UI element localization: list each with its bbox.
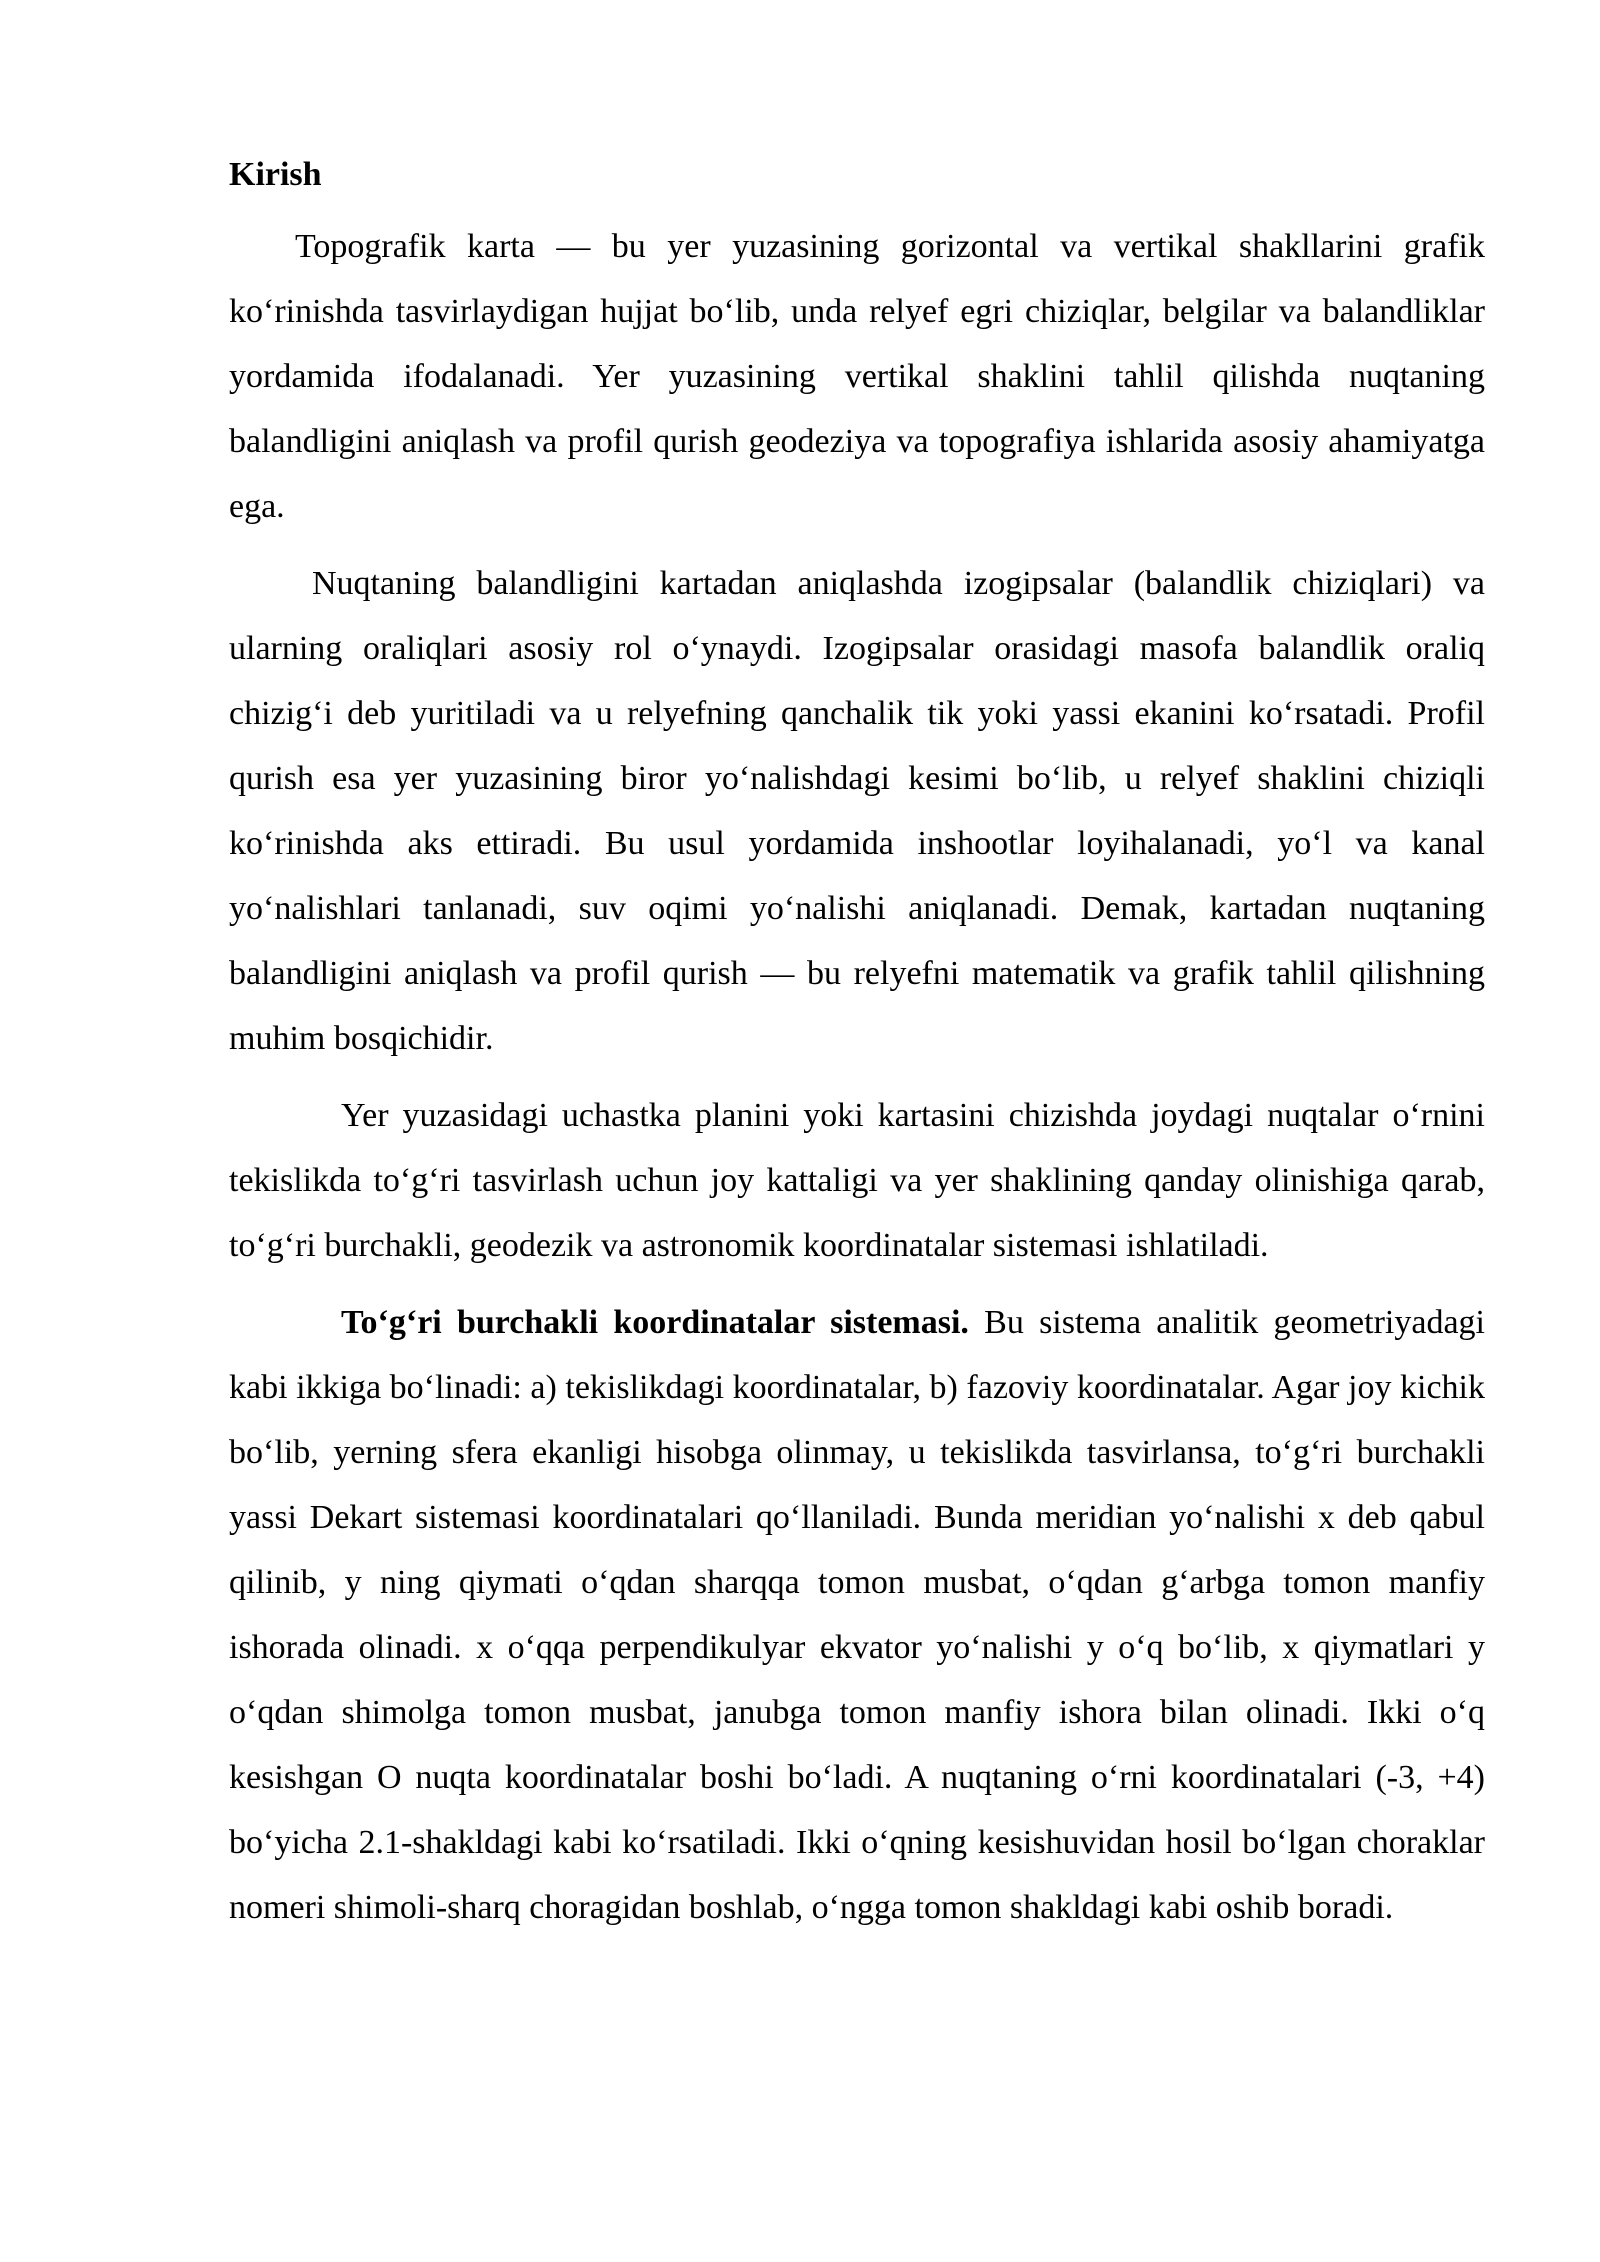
- document-page: [229, 148, 1485, 1940]
- paragraph-topographic-map: Topografik karta — bu yer yuzasining gorizontal va vertikal shakllarini grafik ko‘rinishda tasvirlaydigan hujjat bo‘lib, unda relyef egri chiziqlar, belgilar va balandliklar yordamida ifodalanadi. Yer yuzasining vertikal shaklini tahlil qilishda nuqtaning balandligini aniqlash va profil qurish geodeziya va topografiya ishlarida asosiy ahamiyatga ega.: [229, 228, 1485, 525]
- section-heading: Kirish: [229, 156, 322, 193]
- paragraph-rectangular-coordinates-text: Bu sistema analitik geometriyadagi kabi ikkiga bo‘linadi: a) tekislikdagi koordinatalar, b) fazoviy koordinatalar. Agar joy kichik bo‘lib, yerning sfera ekanligi hisobga olinmay, u tekislikda tasvirlansa, to‘g‘ri burchakli yassi Dekart sistemasi koordinatalari qo‘llaniladi. Bunda meridian yo‘nalishi x deb qabul qilinib, y ning qiymati o‘qdan sharqqa tomon musbat, o‘qdan g‘arbga tomon manfiy ishorada olinadi. x o‘qqa perpendikulyar ekvator yo‘nalishi y o‘q bo‘lib, x qiymatlari y o‘qdan shimolga tomon musbat, janubga tomon manfiy ishora bilan olinadi. Ikki o‘q kesishgan O nuqta koordinatalar boshi bo‘ladi. A nuqtaning o‘rni koordinatalari (-3, +4) bo‘yicha 2.1-shakldagi kabi ko‘rsatiladi. Ikki o‘qning kesishuvidan hosil bo‘lgan choraklar nomeri shimoli-sharq choragidan boshlab, o‘ngga tomon shakldagi kabi oshib boradi.: [229, 1304, 1485, 1926]
- paragraph-rectangular-coordinates: [229, 1290, 1485, 1940]
- paragraph-coordinate-systems: Yer yuzasidagi uchastka planini yoki kartasini chizishda joydagi nuqtalar o‘rnini tekislikda to‘g‘ri tasvirlash uchun joy kattaligi va yer shaklining qanday olinishiga qarab, to‘g‘ri burchakli, geodezik va astronomik koordinatalar sistemasi ishlatiladi.: [229, 1097, 1485, 1264]
- term-rectangular-coordinates: To‘g‘ri burchakli koordinatalar sistemasi.: [341, 1304, 969, 1341]
- paragraph-isohypses: Nuqtaning balandligini kartadan aniqlashda izogipsalar (balandlik chiziqlari) va ularning oraliqlari asosiy rol o‘ynaydi. Izogipsalar orasidagi masofa balandlik oraliq chizig‘i deb yuritiladi va u relyefning qanchalik tik yoki yassi ekanini ko‘rsatadi. Profil qurish esa yer yuzasining biror yo‘nalishdagi kesimi bo‘lib, u relyef shaklini chiziqli ko‘rinishda aks ettiradi. Bu usul yordamida inshootlar loyihalanadi, yo‘l va kanal yo‘nalishlari tanlanadi, suv oqimi yo‘nalishi aniqlanadi. Demak, kartadan nuqtaning balandligini aniqlash va profil qurish — bu relyefni matematik va grafik tahlil qilishning muhim bosqichidir.: [229, 565, 1485, 1057]
